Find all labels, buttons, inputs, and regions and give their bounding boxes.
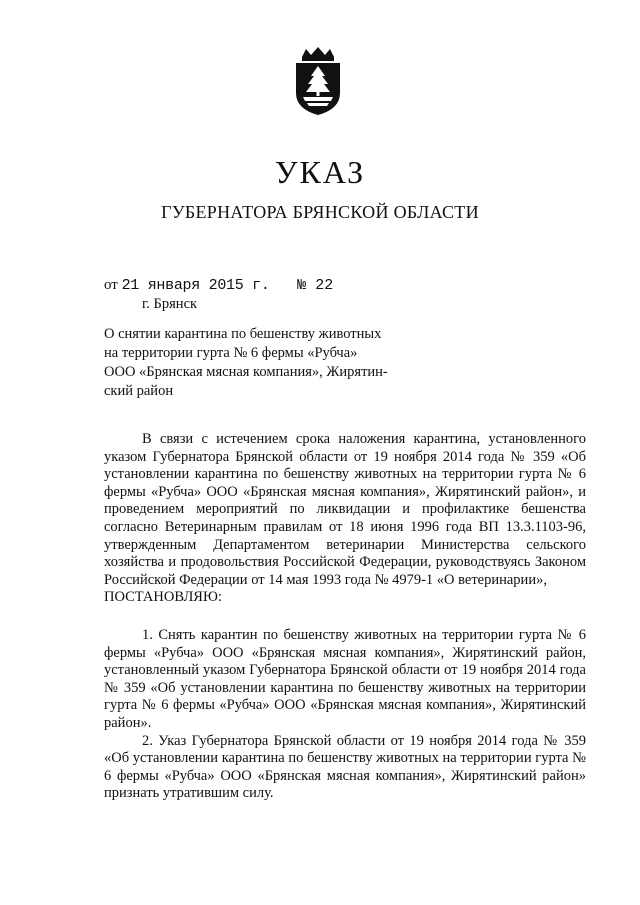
subject-line: ский район <box>104 383 174 399</box>
item-2-paragraph: 2. Указ Губернатора Брянской области от 19 ноября 2014 года № 359 «Об установлении карантина по бешенству животных на территории гурта № 6 фермы «Рубча» ООО «Брянская мясная компания», Жирятинский район» признать утратившим силу. <box>104 732 586 802</box>
item-1-paragraph: 1. Снять карантин по бешенству животных на территории гурта № 6 фермы «Рубча» ООО «Брянская мясная компания», Жирятинский район, установленный указом Губернатора Брянской области от 19 ноября 2014 года № 359 «Об установлении карантина по бешенству животных на территории гурта № 6 фермы «Рубча» ООО «Брянская мясная компания», Жирятинский район». <box>104 626 586 731</box>
subject-line: О снятии карантина по бешенству животных <box>104 326 382 342</box>
document-subtitle: ГУБЕРНАТОРА БРЯНСКОЙ ОБЛАСТИ <box>161 202 479 222</box>
date-prefix: от <box>104 277 118 293</box>
subject-line: ООО «Брянская мясная компания», Жирятин- <box>104 364 388 380</box>
date-stamp: 21 января 2015 г. <box>121 277 270 294</box>
decree-word: ПОСТАНОВЛЯЮ: <box>104 589 222 606</box>
document-number: № 22 <box>297 277 334 294</box>
preamble-paragraph: В связи с истечением срока наложения карантина, установленного указом Губернатора Брянской области от 19 ноября 2014 года № 359 «Об установлении карантина по бешенству животных на территории гурта № 6 фермы «Рубча» ООО «Брянская мясная компания», Жирятинский район», и проведением мероприятий по ликвидации и профилактике бешенства согласно Ветеринарным правилам от 18 июня 1996 года ВП 13.3.1103-96, утвержденным Департаментом ветеринарии Министерства сельского хозяйства и продовольствия Российской Федерации, руководствуясь Законом Российской Федерации от 14 мая 1993 года № 4979-1 «О ветеринарии», <box>104 431 586 588</box>
subject-line: на территории гурта № 6 фермы «Рубча» <box>104 345 358 361</box>
date-line <box>104 275 333 296</box>
subject-heading <box>104 325 404 401</box>
document-body <box>104 431 586 803</box>
document-title: УКАЗ <box>274 154 366 190</box>
coat-of-arms-icon <box>292 45 344 117</box>
city: г. Брянск <box>142 296 198 312</box>
